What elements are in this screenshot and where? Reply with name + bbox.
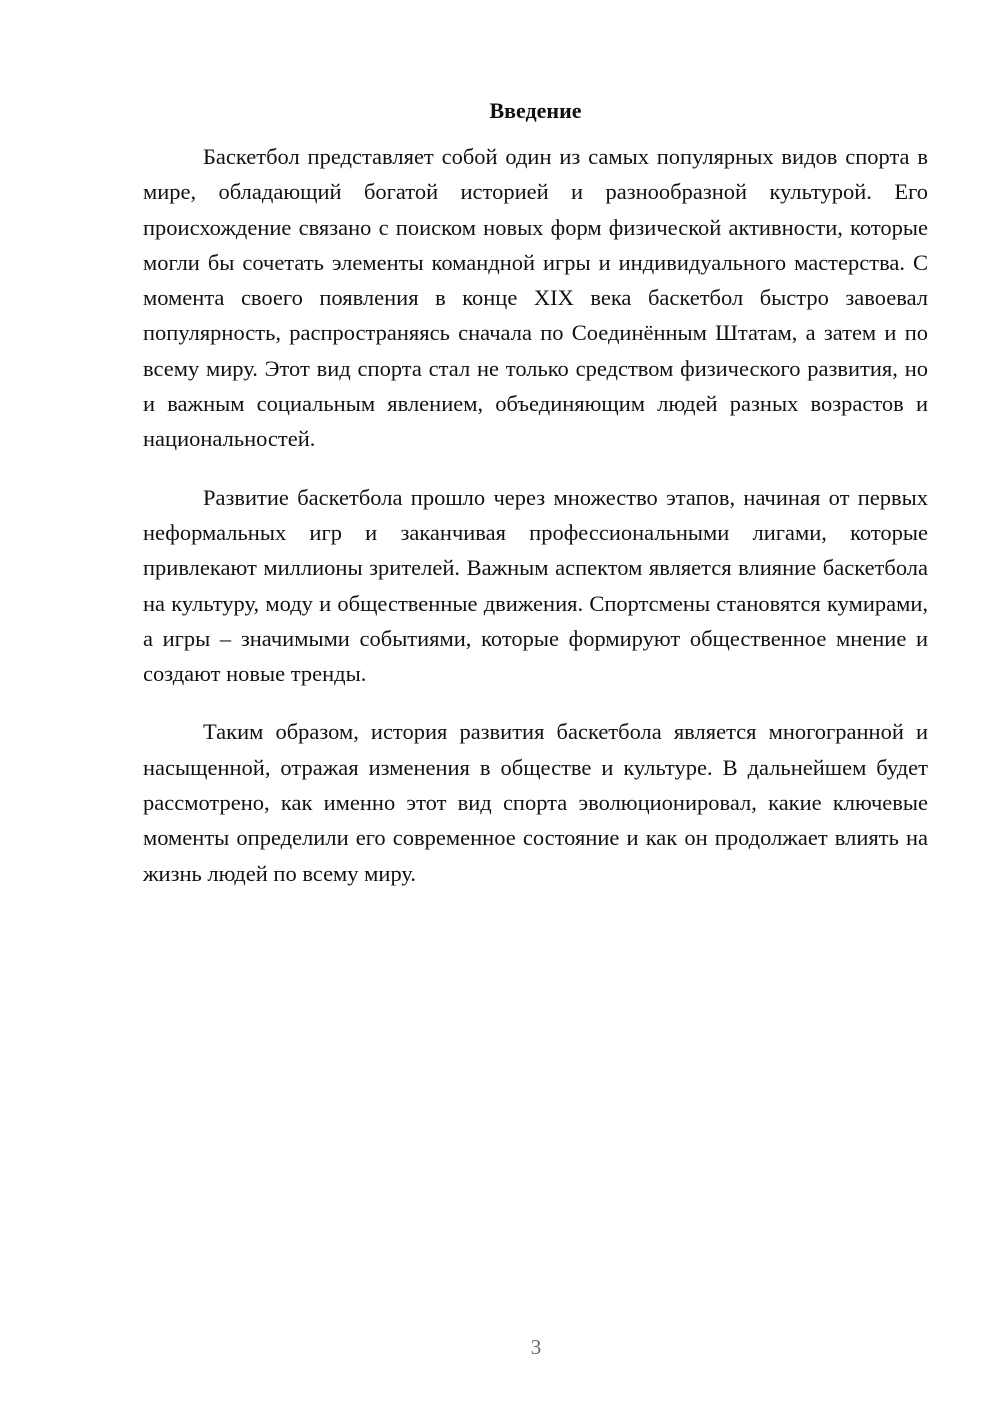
page-content — [143, 97, 928, 914]
page-number: 3 — [530, 1335, 542, 1359]
paragraph-2: Развитие баскетбола прошло через множество этапов, начиная от первых неформальных игр и заканчивая профессиональными лигами, которые привлекают миллионы зрителей. Важным аспектом является влияние баскетбола на культуру, моду и общественные движения. Спортсмены становятся кумирами, а игры – значимыми событиями, которые формируют общественное мнение и создают новые тренды. — [143, 484, 928, 687]
section-title: Введение — [489, 98, 582, 123]
paragraph-1: Баскетбол представляет собой один из самых популярных видов спорта в мире, обладающий богатой историей и разнообразной культурой. Его происхождение связано с поиском новых форм физической активности, которые могли бы сочетать элементы командной игры и индивидуального мастерства. С момента своего появления в конце XIX века баскетбол быстро завоевал популярность, распространяясь сначала по Соединённым Штатам, а затем и по всему миру. Этот вид спорта стал не только средством физического развития, но и важным социальным явлением, объединяющим людей разных возрастов и национальностей. — [143, 144, 928, 452]
paragraph-3: Таким образом, история развития баскетбола является многогранной и насыщенной, отражая изменения в обществе и культуре. В дальнейшем будет рассмотрено, как именно этот вид спорта эволюционировал, какие ключевые моменты определили его современное состояние и как он продолжает влиять на жизнь людей по всему миру. — [143, 719, 928, 886]
